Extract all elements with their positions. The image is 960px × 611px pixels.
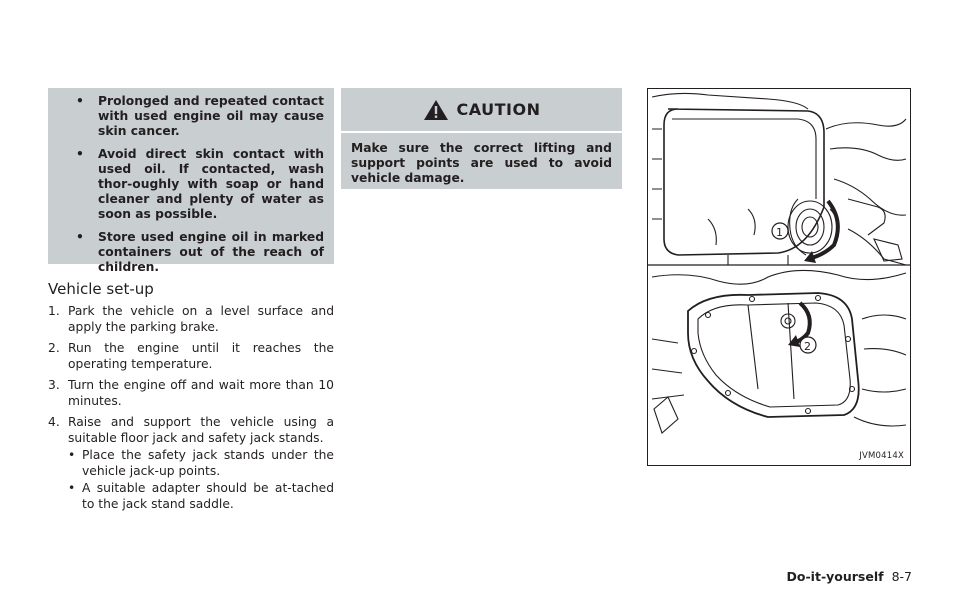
step-text: Park the vehicle on a level surface and apply the parking brake. <box>68 304 334 334</box>
step-text: Raise and support the vehicle using a suitable floor jack and safety jack stands. <box>68 415 334 445</box>
warning-item-text: Store used engine oil in marked containers out of the reach of children. <box>98 230 324 274</box>
substep-text: A suitable adapter should be at-tached to the jack stand saddle. <box>82 481 334 511</box>
steps-list <box>48 303 334 517</box>
step-item <box>48 414 334 512</box>
callout-2: 2 <box>804 340 811 353</box>
caution-text: Make sure the correct lifting and support points are used to avoid vehicle damage. <box>351 141 612 185</box>
section-title: Vehicle set-up <box>48 280 154 298</box>
step-number: 3. <box>48 378 60 392</box>
warning-item-text: Prolonged and repeated contact with used engine oil may cause skin cancer. <box>98 94 324 138</box>
substep-item: • A suitable adapter should be at-tached to the jack stand saddle. <box>68 481 334 511</box>
warning-triangle-icon <box>423 99 449 121</box>
substep-text: Place the safety jack stands under the vehicle jack-up points. <box>82 448 334 478</box>
footer-section: Do-it-yourself <box>786 569 884 584</box>
step-item <box>48 303 334 335</box>
warning-item: • Store used engine oil in marked containers out of the reach of children. <box>76 230 324 274</box>
step-number: 4. <box>48 415 60 429</box>
caution-box <box>341 88 622 189</box>
step-item <box>48 377 334 409</box>
callout-1: 1 <box>776 226 783 239</box>
warning-item: • Avoid direct skin contact with used oil. If contacted, wash thor-oughly with soap or hand cleaner and plenty of water as soon as possible. <box>76 147 324 221</box>
step-number: 2. <box>48 341 60 355</box>
engine-drawing <box>648 89 910 465</box>
warning-item-text: Avoid direct skin contact with used oil. If contacted, wash thor-oughly with soap or hand cleaner and plenty of water as soon as possible. <box>98 147 324 221</box>
warning-list <box>62 94 324 275</box>
step-text: Turn the engine off and wait more than 10 minutes. <box>68 378 334 408</box>
page-number: 8-7 <box>891 569 912 584</box>
engine-illustration <box>647 88 911 466</box>
warning-box <box>48 88 334 274</box>
caution-title: CAUTION <box>456 100 541 119</box>
step-text: Run the engine until it reaches the operating temperature. <box>68 341 334 371</box>
caution-header <box>341 88 622 131</box>
substep-item: • Place the safety jack stands under the vehicle jack-up points. <box>68 448 334 478</box>
warning-item: • Prolonged and repeated contact with used engine oil may cause skin cancer. <box>76 94 324 138</box>
step-item <box>48 340 334 372</box>
figure-code: JVM0414X <box>859 451 904 461</box>
page-footer <box>787 569 912 584</box>
step-number: 1. <box>48 304 60 318</box>
